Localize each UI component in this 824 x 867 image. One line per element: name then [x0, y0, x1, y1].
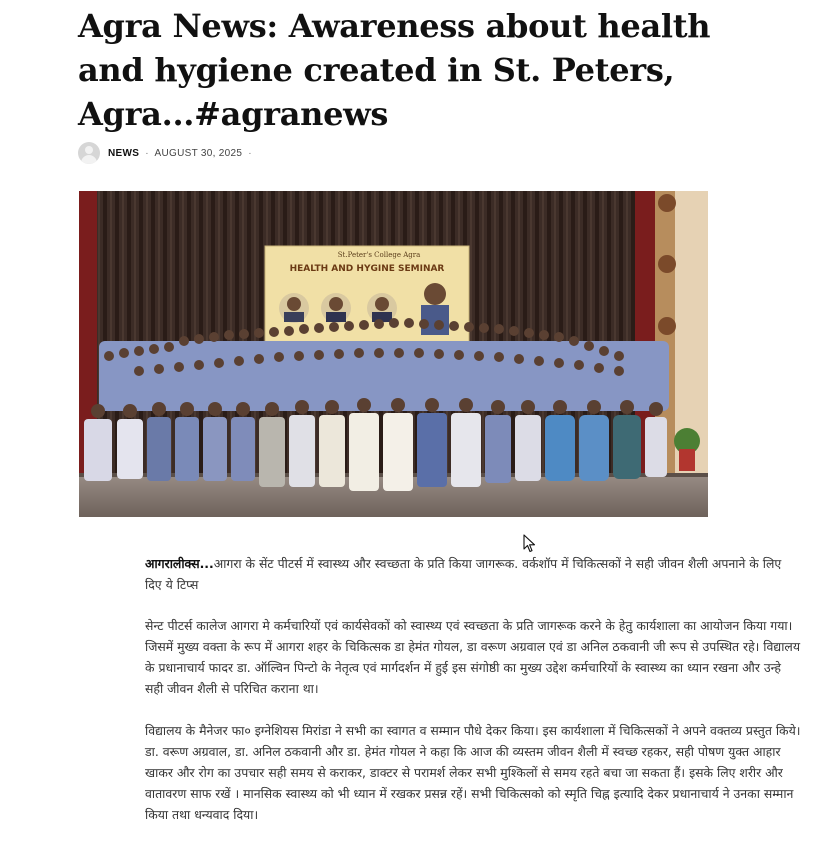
article-title: Agra News: Awareness about health and hygiene created in St. Peters, Agra...#agranews — [78, 7, 711, 133]
screen-header: St.Peter's College Agra — [337, 251, 421, 259]
meta-separator-trailing: · — [248, 147, 252, 159]
user-avatar-icon[interactable] — [78, 142, 100, 164]
article-paragraph: विद्यालय के मैनेजर फा० इग्नेशियस मिरांडा ने सभी का स्वागत व सम्मान पौधे देकर किया। इस कार्यशाला में चिकित्सकों ने अपने वक्तव्य प्रस्तुत किये। डा. वरूण अग्रवाल, डा. अनिल ठकवानी और डा. हेमंत गोयल ने कहा कि आज की व्यस्तम जीवन शैली में स्वच्छ रहकर, सही पोषण युक्त आहार खाकर और रोग का उपचार सही समय से कराकर, डाक्टर से परामर्श लेकर सभी मुश्किलों से समय रहते बचा जा सकता हैं। इसके लिए शरीर और वातावरण साफ रखें । मानसिक स्वास्थ्य को भी ध्यान में रखकर प्रसन्न रहें। सभी चिकित्सको को स्मृति चिह्न इत्यादि देकर प्रधानाचार्य ने उनका सम्मान किया तथा धन्यवाद दिया। — [145, 723, 801, 822]
featured-image — [79, 191, 708, 517]
article-meta — [78, 142, 258, 164]
category-link[interactable]: NEWS — [108, 147, 140, 159]
article-paragraph: सेन्ट पीटर्स कालेज आगरा मे कर्मचारियों एवं कार्यसेवकों को स्वास्थ्य एवं स्वच्छता के प्रति जागरूक करने के हेतु कार्यशाला का आयोजन किया गया। जिसमें मुख्य वक्ता के रूप में आगरा शहर के चिकित्सक डा हेमंत गोयल, डा वरूण अग्रवाल एवं डा अनिल ठकवानी जी रूप से उपस्थित रहे। विद्यालय के प्रधानाचार्य फादर डा. ऑल्विन पिन्टो के नेतृत्व एवं मार्गदर्शन में हुई इस संगोष्ठी का मुख्य उद्देश कर्मचारियों के स्वास्थ्य का ध्यान रखना और उन्हे सही जीवन शैली से परिचित कराना था। — [145, 618, 801, 696]
lead-text: आगरा के सेंट पीटर्स में स्वास्थ्य और स्वच्छता के प्रति किया जागरूक. वर्कशॉप में चिकित्सकों ने सही जीवन शैली अपनाने के लिए दिए ये टिप्स — [145, 556, 782, 592]
screen-title: HEALTH AND HYGINE SEMINAR — [289, 264, 445, 274]
article-body — [145, 553, 801, 846]
publish-date: AUGUST 30, 2025 — [154, 147, 243, 159]
meta-separator: · — [145, 147, 149, 159]
lead-label: आगरालीक्स... — [145, 556, 214, 571]
article-lead-paragraph — [145, 553, 801, 595]
